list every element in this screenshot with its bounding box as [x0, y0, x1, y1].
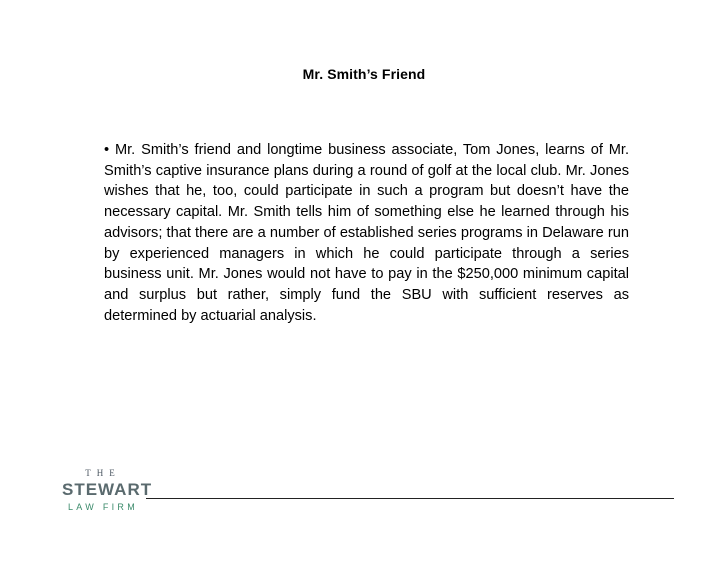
stewart-law-firm-logo	[62, 468, 153, 518]
footer-divider	[146, 498, 674, 499]
logo-law-firm-text: LAW FIRM	[67, 502, 139, 512]
slide-title: Mr. Smith’s Friend	[302, 66, 426, 82]
body-paragraph: • Mr. Smith’s friend and longtime business associate, Tom Jones, learns of Mr. Smith’s captive insurance plans during a round of golf at the local club. Mr. Jones wishes that he, too, could participate in such a program but doesn’t have the necessary capital. Mr. Smith tells him of something else he learned through his advisors; that there are a number of established series programs in Delaware run by experienced managers in which he could participate through a series business unit. Mr. Jones would not have to pay in the $250,000 minimum capital and surplus but rather, simply fund the SBU with sufficient reserves as determined by actuarial analysis.	[104, 142, 629, 324]
logo-the-text: THE	[85, 468, 121, 478]
logo-stewart-text: STEWART	[62, 480, 153, 499]
